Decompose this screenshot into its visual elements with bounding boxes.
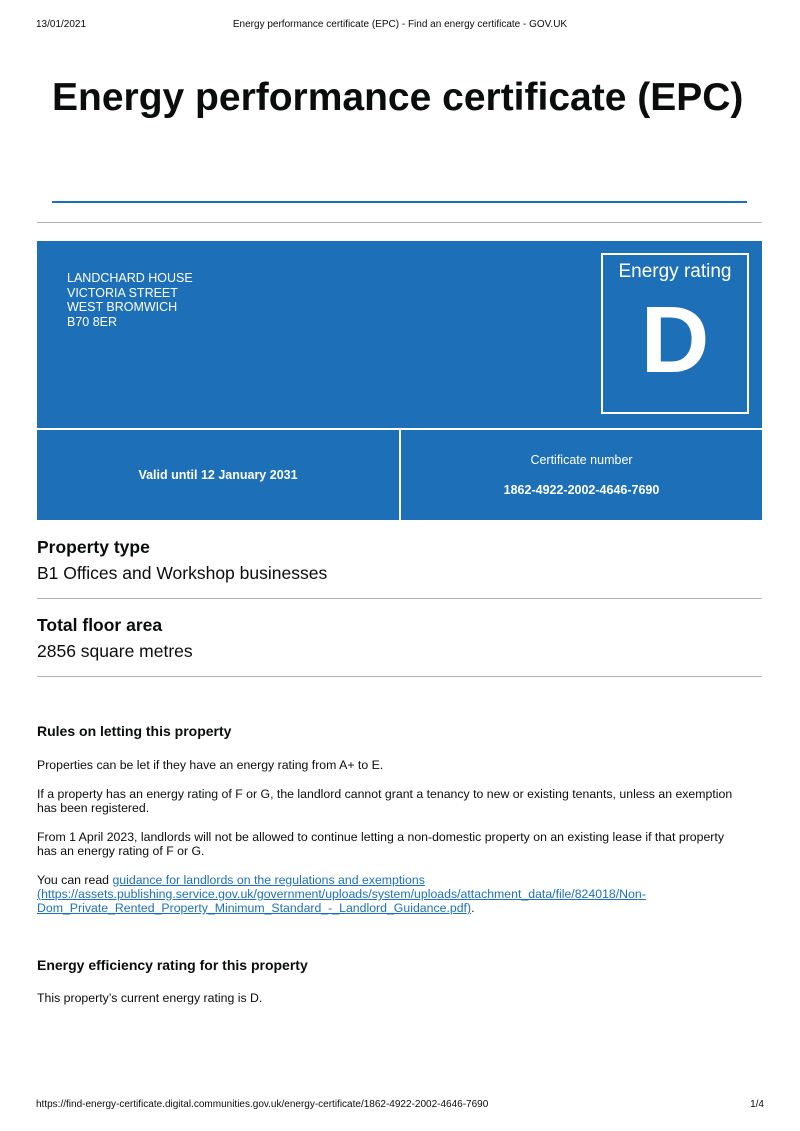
guidance-url[interactable]: (https://assets.publishing.service.gov.uk/government/uploads/system/uploads/attachment_data/file/824018/Non-Dom_Private_Rented_Property_Minimum_Standard_-_Landlord_Guidance.pdf) (37, 887, 646, 915)
floor-area-value: 2856 square metres (37, 641, 193, 661)
energy-rating-letter: D (640, 287, 710, 393)
title-underline (52, 201, 747, 203)
property-type-value: B1 Offices and Workshop businesses (37, 563, 328, 583)
page-title: Energy performance certificate (EPC) (52, 76, 744, 119)
guidance-link[interactable]: guidance for landlords on the regulations and exemptions (112, 873, 425, 887)
letting-rules-para-2: If a property has an energy rating of F or G, the landlord cannot grant a tenancy to new or existing tenants, unless an exemption has been registered. (37, 787, 733, 815)
panel-divider-vertical (399, 430, 401, 520)
address-line-3: WEST BROMWICH (67, 300, 178, 314)
efficiency-heading: Energy efficiency rating for this property (37, 957, 308, 973)
efficiency-text: This property’s current energy rating is D. (37, 991, 263, 1005)
energy-rating-box (601, 253, 749, 414)
print-document-title: Energy performance certificate (EPC) - Find an energy certificate - GOV.UK (232, 19, 568, 30)
address-postcode: B70 8ER (67, 314, 118, 329)
letting-rules-para-4 (37, 873, 737, 915)
guidance-prefix: You can read (37, 873, 113, 887)
address-line-1: LANDCHARD HOUSE (67, 271, 193, 285)
guidance-suffix: . (471, 901, 475, 915)
property-type-heading: Property type (37, 537, 150, 557)
certificate-number: 1862-4922-2002-4646-7690 (503, 483, 660, 497)
letting-rules-para-1: Properties can be let if they have an energy rating from A+ to E. (37, 758, 384, 772)
print-footer-url: https://find-energy-certificate.digital.communities.gov.uk/energy-certificate/1862-4922-2002-4646-7690 (36, 1099, 489, 1110)
property-address (67, 271, 193, 329)
letting-rules-heading: Rules on letting this property (37, 723, 232, 739)
certificate-panel (37, 241, 762, 520)
valid-until: Valid until 12 January 2031 (138, 468, 298, 482)
energy-rating-label: Energy rating (618, 261, 732, 282)
letting-rules-para-3: From 1 April 2023, landlords will not be allowed to continue letting a non-domestic property on an existing lease if that property has an energy rating of F or G. (37, 830, 724, 858)
certificate-number-label: Certificate number (530, 453, 633, 467)
divider (37, 676, 762, 677)
print-date: 13/01/2021 (36, 19, 87, 30)
page-number: 1/4 (750, 1099, 764, 1110)
divider (37, 598, 762, 599)
address-line-2: VICTORIA STREET (67, 285, 178, 300)
section-break (37, 222, 762, 223)
floor-area-heading: Total floor area (37, 615, 163, 635)
